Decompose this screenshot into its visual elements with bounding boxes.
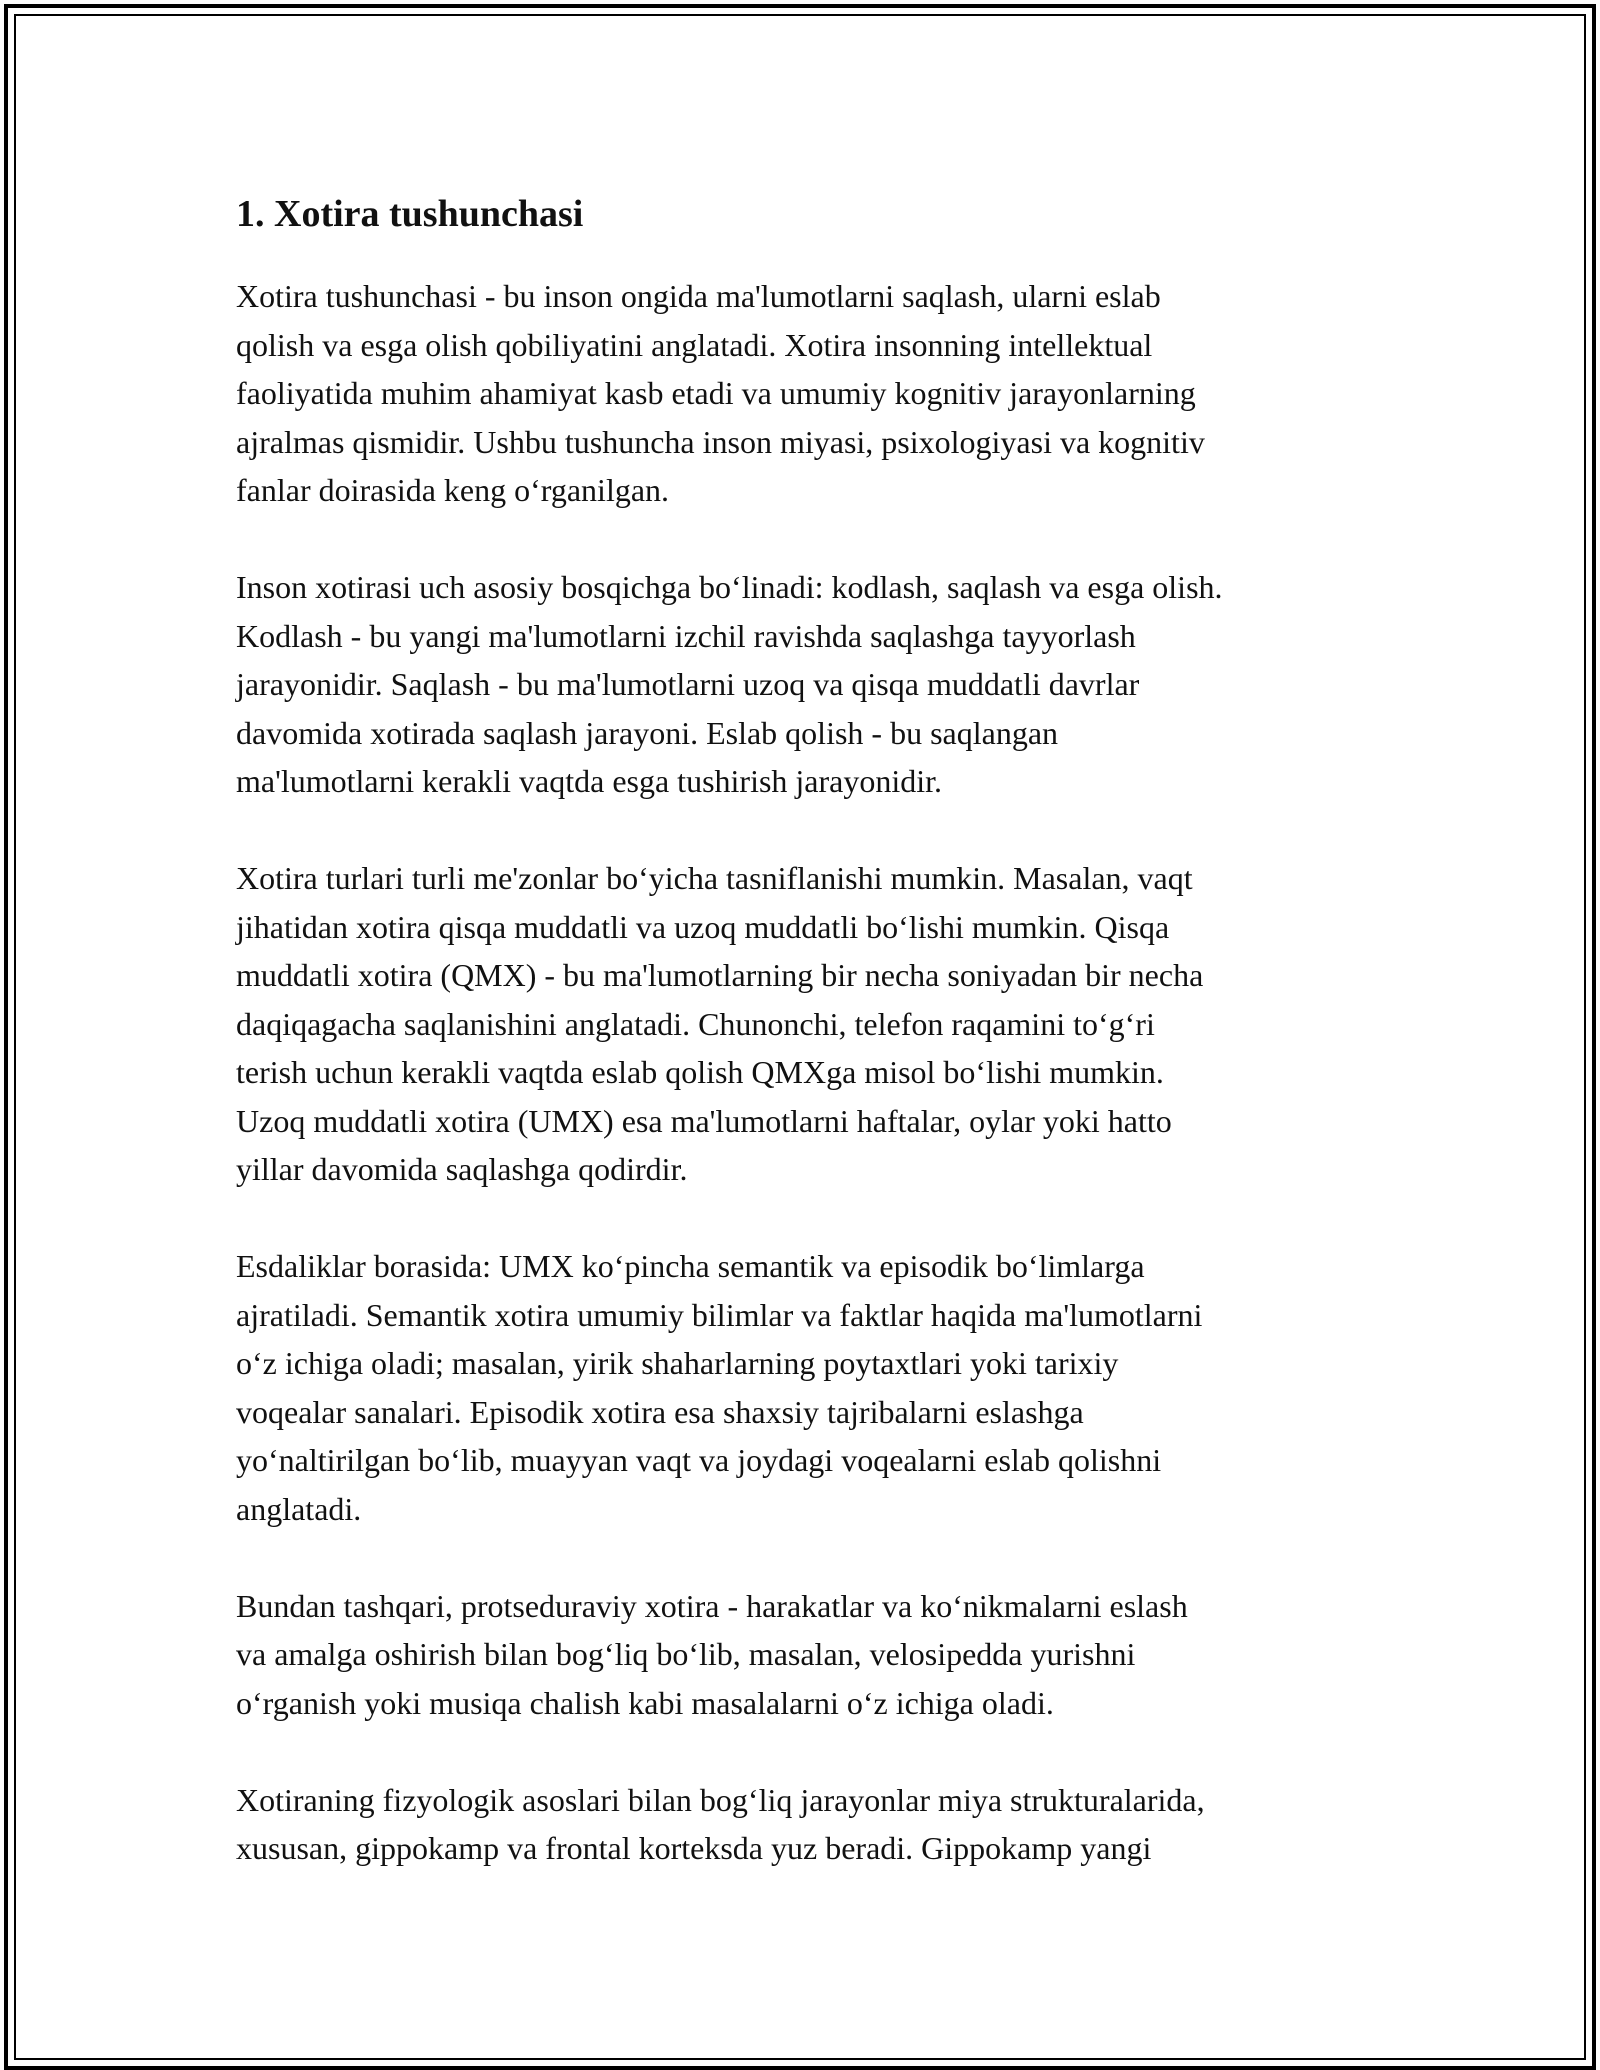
section-title: 1. Xotira tushunchasi — [236, 193, 584, 235]
paragraph-procedural-memory: Bundan tashqari, protseduraviy xotira - harakatlar va ko‘nikmalarni eslash va amalga oshirish bilan bog‘liq bo‘lib, masalan, velosipedda yurishni o‘rganish yoki musiqa chalish kabi masalalarni o‘z ichiga oladi. — [236, 1587, 1188, 1721]
paragraph-semantic-episodic: Esdaliklar borasida: UMX ko‘pincha semantik va episodik bo‘limlarga ajratiladi. Semantik xotira umumiy bilimlar va faktlar haqida ma'lumotlarni o‘z ichiga oladi; masalan, yirik shaharlarning poytaxtlari yoki tarixiy voqealar sanalari. Episodik xotira esa shaxsiy tajribalarni eslashga yo‘naltirilgan bo‘lib, muayyan vaqt va joydagi voqealarni eslab qolishni anglatadi. — [236, 1248, 1203, 1527]
paragraph-physiological-basis: Xotiraning fizyologik asoslari bilan bog‘liq jarayonlar miya strukturalarida, xususan, gippokamp va frontal korteksda yuz beradi. Gippokamp yangi — [236, 1781, 1205, 1866]
paragraph-memory-concept: Xotira tushunchasi - bu inson ongida ma'lumotlarni saqlash, ularni eslab qolish va esga olish qobiliyatini anglatadi. Xotira insonning intellektual faoliyatida muhim ahamiyat kasb etadi va umumiy kognitiv jarayonlarning ajralmas qismidir. Ushbu tushuncha inson miyasi, psixologiyasi va kognitiv fanlar doirasida keng o‘rganilgan. — [236, 278, 1205, 508]
document-page — [236, 184, 1386, 1921]
paragraph-memory-types: Xotira turlari turli me'zonlar bo‘yicha tasniflanishi mumkin. Masalan, vaqt jihatidan xotira qisqa muddatli va uzoq muddatli bo‘lishi mumkin. Qisqa muddatli xotira (QMX) - bu ma'lumotlarning bir necha soniyadan bir necha daqiqagacha saqlanishini anglatadi. Chunonchi, telefon raqamini to‘g‘ri terish uchun kerakli vaqtda eslab qolish QMXga misol bo‘lishi mumkin. Uzoq muddatli xotira (UMX) esa ma'lumotlarni haftalar, oylar yoki hatto yillar davomida saqlashga qodirdir. — [236, 860, 1204, 1187]
paragraph-memory-stages: Inson xotirasi uch asosiy bosqichga bo‘linadi: kodlash, saqlash va esga olish. Kodlash - bu yangi ma'lumotlarni izchil ravishda saqlashga tayyorlash jarayonidir. Saqlash - bu ma'lumotlarni uzoq va qisqa muddatli davrlar davomida xotirada saqlash jarayoni. Eslab qolish - bu saqlangan ma'lumotlarni kerakli vaqtda esga tushirish jarayonidir. — [236, 569, 1223, 799]
